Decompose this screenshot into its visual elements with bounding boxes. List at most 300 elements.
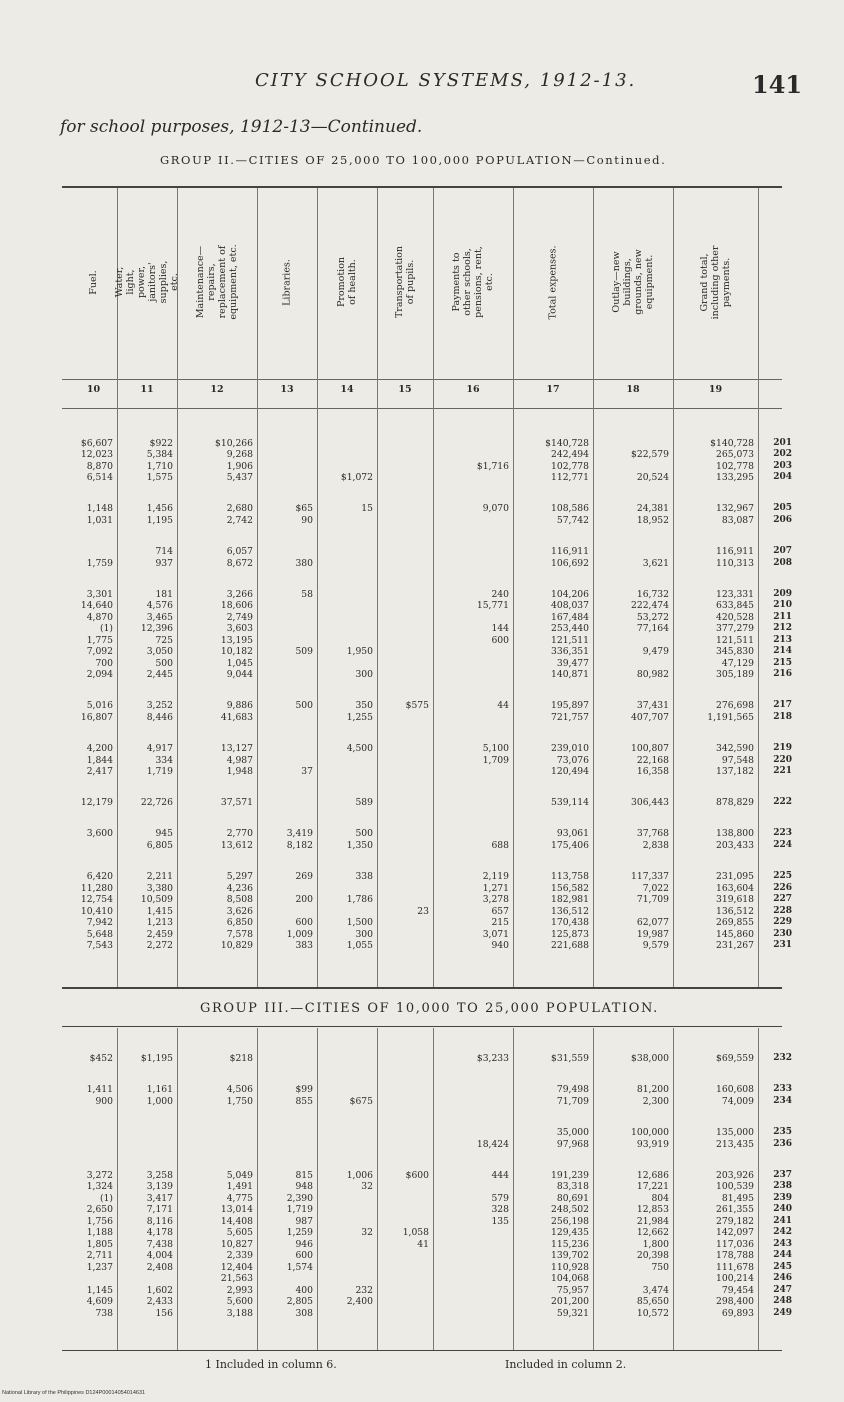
column-header [319,190,375,374]
table-cell: 13,014 [220,1204,253,1215]
table-cell: 589 [355,797,373,808]
table-cell: 3,258 [146,1170,173,1181]
row-number: 203 [773,461,792,471]
table-cell: 1,148 [86,503,113,514]
table-cell: 100,000 [631,1127,669,1138]
table-cell: 500 [295,700,313,711]
table-cell: $31,559 [551,1053,589,1064]
table-cell: 3,626 [226,906,253,917]
table-cell: 10,182 [220,646,253,657]
table-cell: 20,398 [636,1250,669,1261]
table-cell: 1,009 [286,929,313,940]
table-cell: 3,071 [482,929,509,940]
table-cell: 215 [491,917,509,928]
table-top-rule [62,186,782,188]
table-cell: $140,728 [545,438,589,449]
table-cell: 8,116 [146,1216,173,1227]
table-cell: 5,437 [226,472,253,483]
column-header-label: Total expenses. [547,244,559,320]
table-cell: 75,957 [556,1285,589,1296]
table-cell: 700 [95,658,113,669]
table-row [0,1285,844,1296]
table-cell: 725 [155,635,173,646]
column-divider [673,188,674,987]
row-number: 214 [773,646,792,656]
table-cell: 345,830 [716,646,754,657]
row-number: 236 [773,1139,792,1149]
table-cell: 117,337 [631,871,669,882]
table-cell: 319,618 [716,894,754,905]
table-cell: 37,571 [220,797,253,808]
table-row [0,589,844,600]
table-cell: $69,559 [716,1053,754,1064]
table-cell: 74,009 [721,1096,754,1107]
table-cell: 201,200 [551,1296,589,1307]
table-cell: 18,424 [476,1139,509,1150]
table-cell: 1,350 [346,840,373,851]
table-cell: 1,950 [346,646,373,657]
column-number: 10 [86,384,101,395]
table-cell: 163,604 [716,883,754,894]
row-number: 237 [773,1170,792,1180]
table-cell: 170,438 [551,917,589,928]
table-cell: 2,417 [86,766,113,777]
table-cell: 181 [155,589,173,600]
group-ii-heading: GROUP II.—CITIES OF 25,000 TO 100,000 POPULATION—Continued. [160,153,667,167]
table-cell: 4,775 [226,1193,253,1204]
table-cell: 1,045 [226,658,253,669]
row-number: 246 [773,1273,792,1283]
table-cell: 77,164 [636,623,669,634]
row-number: 227 [773,894,792,904]
table-cell: 945 [155,828,173,839]
table-cell: 7,543 [86,940,113,951]
row-number: 233 [773,1084,792,1094]
row-number: 242 [773,1227,792,1237]
footnote-2: Included in column 2. [505,1358,627,1371]
table-cell: $99 [295,1084,313,1095]
table-cell: 2,742 [226,515,253,526]
table-row [0,1262,844,1273]
table-cell: $1,716 [476,461,509,472]
row-number: 211 [773,612,792,622]
table-cell: 714 [155,546,173,557]
column-header-label: Promotion of health. [336,256,358,308]
table-cell: $140,728 [710,438,754,449]
table-cell: 7,022 [642,883,669,894]
table-row [0,743,844,754]
row-number: 222 [773,797,792,807]
table-cell: 4,917 [146,743,173,754]
table-cell: 13,127 [220,743,253,754]
table-cell: 8,870 [86,461,113,472]
table-cell: 1,271 [482,883,509,894]
page-number: 141 [752,70,803,99]
table-cell: 93,061 [556,828,589,839]
row-number: 243 [773,1239,792,1249]
table-cell: 2,339 [226,1250,253,1261]
row-number: 231 [773,940,792,950]
row-number: 209 [773,589,792,599]
table-cell: 178,788 [716,1250,754,1261]
table-cell: 3,272 [86,1170,113,1181]
table-cell: 79,454 [721,1285,754,1296]
row-number: 245 [773,1262,792,1272]
row-number: 234 [773,1096,792,1106]
table-cell: 5,049 [226,1170,253,1181]
table-cell: 4,178 [146,1227,173,1238]
table-cell: 156,582 [551,883,589,894]
table-cell: 1,491 [226,1181,253,1192]
table-cell: 100,539 [716,1181,754,1192]
table-cell: 1,800 [642,1239,669,1250]
table-cell: 539,114 [551,797,589,808]
table-cell: 12,404 [220,1262,253,1273]
table-cell: 80,691 [556,1193,589,1204]
table-cell: 22,168 [636,755,669,766]
column-number: 16 [466,384,480,395]
table-cell: 35,000 [556,1127,589,1138]
table-cell: (1) [99,623,113,634]
table-cell: 334 [155,755,173,766]
table-cell: 12,754 [80,894,113,905]
table-cell: $218 [229,1053,253,1064]
table-cell: 21,984 [636,1216,669,1227]
table-cell: 16,807 [80,712,113,723]
table-cell: 116,911 [716,546,754,557]
table-cell: 112,771 [551,472,589,483]
table-row [0,600,844,611]
column-header-label: Payments to other schools, pensions, rent, etc. [451,246,495,318]
table-cell: 117,036 [716,1239,754,1250]
table-cell: 6,514 [86,472,113,483]
table-cell: 4,236 [226,883,253,894]
table-cell: 39,477 [556,658,589,669]
table-cell: 121,511 [551,635,589,646]
table-cell: 83,087 [721,515,754,526]
table-cell: 900 [95,1096,113,1107]
column-header [595,190,671,374]
row-number: 235 [773,1127,792,1137]
group-iii-top-rule [62,1026,782,1027]
table-cell: 8,672 [226,558,253,569]
table-row [0,700,844,711]
column-header [179,190,255,374]
table-cell: 1,786 [346,894,373,905]
table-cell: $10,266 [215,438,253,449]
table-cell: 1,500 [346,917,373,928]
table-cell: 248,502 [551,1204,589,1215]
table-row [0,635,844,646]
table-cell: 23 [417,906,429,917]
table-cell: 73,076 [556,755,589,766]
table-cell: 14,408 [220,1216,253,1227]
table-row [0,1181,844,1192]
table-cell: 338 [355,871,373,882]
table-cell: 13,612 [220,840,253,851]
table-cell: 1,906 [226,461,253,472]
table-cell: 1,000 [146,1096,173,1107]
row-number: 219 [773,743,792,753]
table-cell: 90 [301,515,313,526]
column-divider [377,188,378,987]
table-cell: 97,548 [721,755,754,766]
table-cell: 80,982 [636,669,669,680]
row-number: 202 [773,449,792,459]
table-cell: 8,182 [286,840,313,851]
table-row [0,1170,844,1181]
table-row [0,1084,844,1095]
table-cell: 5,384 [146,449,173,460]
column-divider [317,188,318,987]
table-row [0,929,844,940]
table-cell: 1,719 [146,766,173,777]
column-header-label: Water, light, power, janitors' supplies, etc. [114,260,180,304]
table-cell: 37 [301,766,313,777]
table-cell: 1,805 [86,1239,113,1250]
table-cell: 213,435 [716,1139,754,1150]
table-cell: 10,829 [220,940,253,951]
table-cell: 7,942 [86,917,113,928]
table-cell: 19,987 [636,929,669,940]
footnote-1: 1 Included in column 6. [205,1358,337,1371]
table-cell: 5,648 [86,929,113,940]
table-cell: 136,512 [551,906,589,917]
table-cell: 5,100 [482,743,509,754]
row-number: 221 [773,766,792,776]
table-cell: 175,406 [551,840,589,851]
table-cell: 2,094 [86,669,113,680]
table-row [0,712,844,723]
table-cell: 156 [155,1308,173,1319]
table-cell: 106,692 [551,558,589,569]
table-cell: 3,301 [86,589,113,600]
table-cell: 7,092 [86,646,113,657]
table-cell: 13,195 [220,635,253,646]
table-cell: 182,981 [551,894,589,905]
table-row [0,1193,844,1204]
table-cell: $65 [295,503,313,514]
table-cell: 308 [295,1308,313,1319]
table-cell: 5,297 [226,871,253,882]
table-row [0,438,844,449]
table-cell: 2,400 [346,1296,373,1307]
table-cell: 3,188 [226,1308,253,1319]
table-cell: 579 [491,1193,509,1204]
table-row [0,894,844,905]
table-cell: 58 [301,589,313,600]
table-cell: 1,456 [146,503,173,514]
table-cell: 946 [295,1239,313,1250]
column-divider [593,188,594,987]
table-cell: 1,756 [86,1216,113,1227]
column-number: 18 [626,384,640,395]
table-cell: (1) [99,1193,113,1204]
table-cell: 8,446 [146,712,173,723]
table-cell: 721,757 [551,712,589,723]
table-cell: 93,919 [636,1139,669,1150]
table-cell: 987 [295,1216,313,1227]
column-number: 12 [210,384,224,395]
table-cell: 3,621 [642,558,669,569]
table-cell: 203,433 [716,840,754,851]
table-row [0,449,844,460]
table-cell: 104,068 [551,1273,589,1284]
table-cell: 600 [295,917,313,928]
table-cell: 407,707 [631,712,669,723]
table-row [0,1239,844,1250]
table-cell: 1,255 [346,712,373,723]
table-cell: 2,680 [226,503,253,514]
table-cell: 279,182 [716,1216,754,1227]
table-cell: 2,459 [146,929,173,940]
table-cell: 136,512 [716,906,754,917]
table-cell: 298,400 [716,1296,754,1307]
table-cell: 7,438 [146,1239,173,1250]
group-ii-bottom-rule [62,987,782,989]
table-cell: 9,070 [482,503,509,514]
table-cell: 71,709 [636,894,669,905]
table-row [0,840,844,851]
table-cell: 600 [295,1250,313,1261]
table-cell: 100,807 [631,743,669,754]
table-cell: 3,266 [226,589,253,600]
table-cell: 6,850 [226,917,253,928]
table-cell: 138,800 [716,828,754,839]
table-cell: 940 [491,940,509,951]
table-cell: 11,280 [80,883,113,894]
table-cell: 420,528 [716,612,754,623]
table-cell: 300 [355,669,373,680]
table-cell: 2,119 [482,871,509,882]
row-number: 248 [773,1296,792,1306]
table-cell: 276,698 [716,700,754,711]
table-cell: 2,993 [226,1285,253,1296]
column-header [379,190,431,374]
row-number: 208 [773,558,792,568]
table-row [0,1096,844,1107]
column-divider [513,188,514,987]
table-cell: 41,683 [220,712,253,723]
table-cell: 5,016 [86,700,113,711]
table-row [0,646,844,657]
table-cell: 2,408 [146,1262,173,1273]
table-cell: 1,574 [286,1262,313,1273]
table-cell: 750 [651,1262,669,1273]
column-header [259,190,315,374]
table-cell: 1,844 [86,755,113,766]
table-cell: 85,650 [636,1296,669,1307]
table-cell: 261,355 [716,1204,754,1215]
table-cell: 221,688 [551,940,589,951]
table-cell: 1,191,565 [707,712,754,723]
table-cell: 500 [155,658,173,669]
row-number: 216 [773,669,792,679]
table-cell: 71,709 [556,1096,589,1107]
table-row [0,1216,844,1227]
table-cell: 1,602 [146,1285,173,1296]
table-cell: 239,010 [551,743,589,754]
column-header [515,190,591,374]
table-cell: 116,911 [551,546,589,557]
row-number: 206 [773,515,792,525]
table-cell: 135 [491,1216,509,1227]
table-cell: 1,006 [346,1170,373,1181]
table-row [0,546,844,557]
table-cell: $575 [405,700,429,711]
table-cell: 44 [497,700,509,711]
table-cell: 815 [295,1170,313,1181]
table-cell: 167,484 [551,612,589,623]
table-cell: 3,603 [226,623,253,634]
table-row [0,1250,844,1261]
row-number: 229 [773,917,792,927]
table-cell: 32 [361,1181,373,1192]
table-row [0,623,844,634]
table-cell: 121,511 [716,635,754,646]
column-divider [257,188,258,987]
table-cell: 4,609 [86,1296,113,1307]
table-cell: 328 [491,1204,509,1215]
table-cell: 2,650 [86,1204,113,1215]
table-cell: 9,044 [226,669,253,680]
table-cell: 10,509 [140,894,173,905]
table-cell: 37,431 [636,700,669,711]
row-number: 215 [773,658,792,668]
table-row [0,1308,844,1319]
table-cell: 350 [355,700,373,711]
table-cell: 1,575 [146,472,173,483]
table-row [0,472,844,483]
table-cell: 3,474 [642,1285,669,1296]
table-cell: 120,494 [551,766,589,777]
column-number: 19 [708,384,723,395]
table-cell: 1,415 [146,906,173,917]
table-cell: 10,827 [220,1239,253,1250]
row-number: 220 [773,755,792,765]
table-cell: 948 [295,1181,313,1192]
table-cell: 137,182 [716,766,754,777]
table-cell: 6,420 [86,871,113,882]
table-cell: 3,139 [146,1181,173,1192]
table-cell: 3,278 [482,894,509,905]
table-row [0,461,844,472]
table-row [0,1273,844,1284]
table-cell: 4,987 [226,755,253,766]
table-cell: 509 [295,646,313,657]
table-cell: 144 [491,623,509,634]
table-cell: 269,855 [716,917,754,928]
table-cell: 3,465 [146,612,173,623]
table-row [0,1227,844,1238]
row-number: 232 [773,1053,792,1063]
table-cell: 1,948 [226,766,253,777]
table-row [0,1204,844,1215]
table-cell: 6,057 [226,546,253,557]
column-header [72,190,115,374]
table-cell: 2,805 [286,1296,313,1307]
table-cell: $3,233 [476,1053,509,1064]
table-cell: 100,214 [716,1273,754,1284]
table-cell: 688 [491,840,509,851]
table-cell: 2,433 [146,1296,173,1307]
table-cell: 336,351 [551,646,589,657]
table-row [0,755,844,766]
table-caption: for school purposes, 1912-13—Continued. [60,117,423,137]
table-cell: 855 [295,1096,313,1107]
column-divider [758,188,759,987]
table-cell: 4,004 [146,1250,173,1261]
